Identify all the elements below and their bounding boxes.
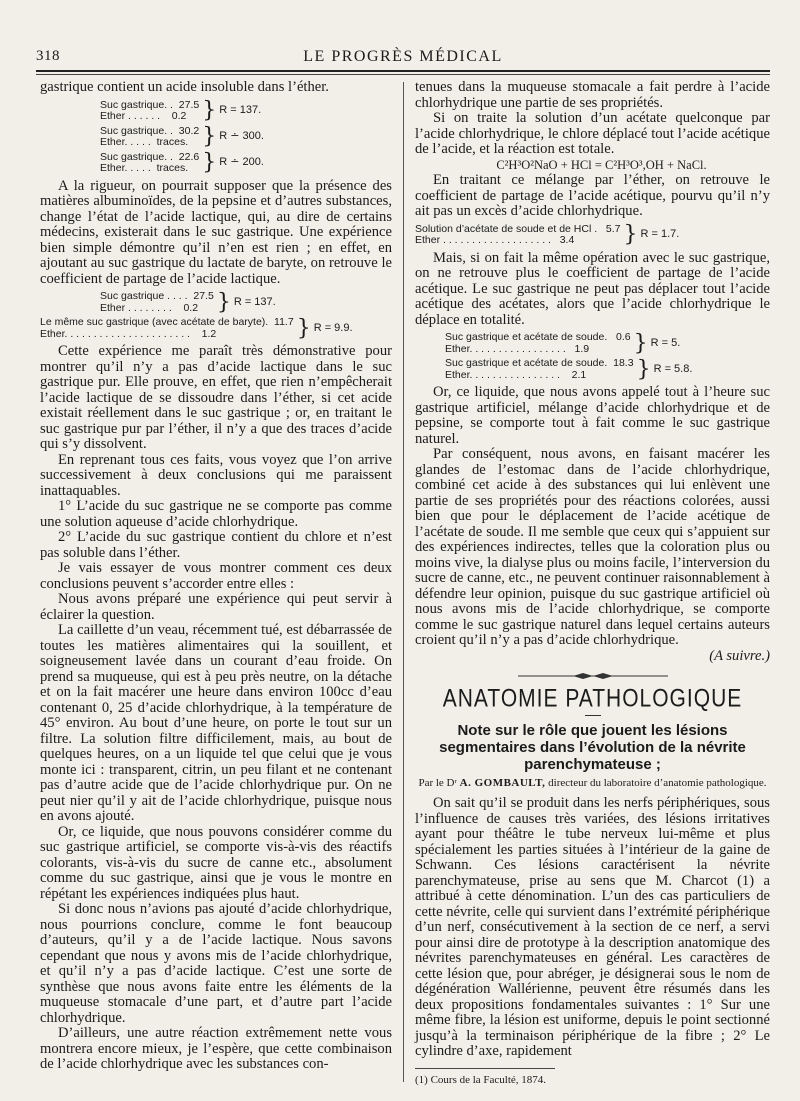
brace-icon: } (202, 124, 217, 149)
page-header (36, 44, 770, 66)
table-row (100, 126, 392, 149)
ratio-value: R ∸ 300. (219, 130, 264, 143)
table-cell: Ether. . . . . . . . . . . . . . . . . . . . . . 1.2 (40, 327, 217, 340)
byline (415, 777, 770, 790)
table-cell: Suc gastrique et acétate de soude. 0.6 (445, 331, 631, 343)
table-row (415, 224, 770, 247)
ratio-value: R ∸ 200. (219, 156, 264, 169)
continuation-note (415, 649, 770, 665)
table-row (100, 152, 392, 175)
results-table (415, 332, 770, 381)
table-cell: Suc gastrique. . 22.6 (100, 150, 200, 163)
table-row (445, 332, 770, 355)
paragraph: tenues dans la muqueuse stomacale a fait perdre à l’acide chlorhydrique une partie de ses propriétés. (415, 79, 770, 111)
brace-icon: } (202, 98, 217, 123)
table-row (445, 358, 770, 381)
paragraph: Mais, si on fait la même opération avec le suc gastrique, on ne retrouve plus le coefficient de partage de l’acide acétique. Le suc gastrique ne peut pas déplacer tout l’acide acétique des acétates, alors que l’acide chlorhydrique le déplace en totalité. (415, 249, 770, 328)
table-cell: Ether. . . . . . . . . . . . . . . . . 1.9 (445, 342, 590, 355)
table-cell: Solution d’acétate de soude et de HCl . 5.7 (415, 222, 621, 235)
paragraph: 1° L’acide du suc gastrique ne se comporte pas comme une solution aqueuse d’acide chlorhydrique. (40, 498, 392, 530)
brace-icon: } (202, 150, 217, 175)
ornament-icon (518, 672, 668, 680)
paragraph: Je vais essayer de vous montrer comment ces deux conclusions peuvent s’accorder entre elles : (40, 560, 392, 592)
to-be-continued: (A suivre.) (709, 647, 770, 664)
ratio-value: R = 1.7. (640, 228, 680, 241)
chemical-formula: C²H³O²NaO + HCl = C²H³O³,OH + NaCl. (496, 157, 707, 172)
results-table (40, 100, 392, 175)
paragraph: Or, ce liquide, que nous pouvons considérer comme du suc gastrique artificiel, se comporte vis-à-vis des réactifs colorants, vis-à-vis du sucre de canne etc., absolument comme du suc gastrique, ainsi que je vous le montre en répétant les expériences indiquées plus haut. (40, 823, 392, 902)
paragraph: La caillette d’un veau, récemment tué, est débarrassée de toutes les matières alimentaires qui la souillent, et soigneusement lavée dans un courant d’eau froide. On prend sa muqueuse, qui est à peu près neutre, on la détache et on la fait macérer une heure dans environ 100cc d’eau contenant 0, 25 d’acide chlorhydrique, à la température de 45° environ. Au bout d’une heure, on porte le tout sur un filtre. La solution filtre difficilement, mais, au bout de quelques heures, on a un liquide tel que celui que je vous monte ici : transparent, citrin, un peu filant et ne contenant pas d’autre acide que de l’acide chlorhydrique pur. On ne peut nier qu’il y ait de l’acide chlorhydrique, puisque nous en avons ajouté. (40, 622, 392, 824)
brace-icon: } (636, 356, 651, 382)
ornament-divider-icon (415, 670, 770, 686)
byline-prefix: Par le Dʳ (418, 777, 457, 789)
paragraph: Nous avons préparé une expérience qui peut servir à éclairer la question. (40, 591, 392, 623)
table-cell: Ether. . . . . traces. (100, 162, 189, 174)
table-row (40, 317, 392, 340)
paragraph: gastrique contient un acide insoluble dans l’éther. (40, 79, 329, 95)
table-cell: Ether. . . . . . . . . . . . . . . . 2.1 (445, 368, 587, 381)
ratio-value: R = 5. (650, 336, 681, 349)
table-cell: Suc gastrique. . 30.2 (100, 124, 200, 137)
right-column (415, 80, 770, 1088)
results-table (415, 224, 770, 247)
table-row (100, 291, 392, 314)
paragraph: On sait qu’il se produit dans les nerfs périphériques, sous l’influence de causes très variées, des lésions irritatives ayant pour théâtre le tube nerveux lui-même et plus spécialement les parties situées à l’intérieur de la gaine de Schwann. Ces lésions caractérisent la névrite parenchymateuse, prise au sens que M. Charcot (1) a attribué à cette dénomination. L’un des cas particuliers de cette névrite, celle qui survient dans l’extrémité périphérique d’un nerf, consécutivement à la section de ce nerf, a servi pour ainsi dire de prototype à la description anatomique des névrites parenchymateuses en général. Les caractères de cette lésion que, pour abréger, je désignerai sous le nom de dégénération Wallérienne, peuvent être résumés dans les deux propositions fondamentales suivantes : 1° Sur une même fibre, la lésion est uniforme, depuis le point sectionné jusqu’à la terminaison périphérique de la fibre ; 2° Le cylindre d’axe, rapidement (415, 795, 770, 1059)
column-divider (403, 82, 404, 1082)
footnote: (1) Cours de la Faculté, 1874. (415, 1073, 547, 1086)
table-cell: Ether . . . . . . 0.2 (100, 110, 187, 122)
table-cell: Ether. . . . . traces. (100, 136, 189, 148)
paragraph: Cette expérience me paraît très démonstrative pour montrer qu’il n’y a pas d’acide lactique dans le suc gastrique pur. Elle prouve, en effet, que rien n’empêcherait l’acide lactique de se dissoudre dans l’éther, si cet acide existait réellement dans le suc gastrique ; or, en traitant le suc gastrique pur par l’éther, il n’y a que des traces d’acide qui s’y dissolvent. (40, 343, 392, 452)
footnote-rule (415, 1068, 555, 1069)
table-cell: Suc gastrique. . 27.5 (100, 98, 200, 111)
results-table (40, 291, 392, 340)
paragraph: Si on traite la solution d’un acétate quelconque par l’acide chlorhydrique, le chlore déplacé tout l’acide acétique de l’acide, et la réaction est totale. (415, 110, 770, 157)
section-title: ANATOMIE PATHOLOGIQUE (442, 684, 743, 712)
brace-icon: } (633, 330, 648, 356)
ratio-value: R = 9.9. (313, 321, 353, 334)
left-column (40, 80, 392, 1073)
ratio-value: R = 5.8. (653, 362, 693, 375)
table-cell: Ether . . . . . . . . 0.2 (100, 301, 199, 314)
article-title: Note sur le rôle que jouent les lésions segmentaires dans l’évolution de la névrite parenchymateuse ; (439, 722, 746, 773)
byline-affiliation: directeur du laboratoire d’anatomie pathologique. (548, 777, 767, 789)
header-rule (36, 70, 770, 72)
title-dash (585, 715, 601, 716)
table-cell: Suc gastrique . . . . 27.5 (100, 290, 214, 302)
brace-icon: } (623, 222, 638, 247)
paragraph: 2° L’acide du suc gastrique contient du chlore et n’est pas soluble dans l’éther. (40, 529, 392, 561)
paragraph: Par conséquent, nous avons, en faisant macérer les glandes de l’estomac dans de l’acide chlorhydrique, combiné cet acide à des substances qui lui enlèvent une partie de ses propriétés pour des réactions colorées, aussi bien que pour le déplacement de l’acide acétique de l’acétate de soude. Il me semble que ceux qui s’appuient sur des expériences indirectes, telles que la coloration plus ou moins vive, la dialyse plus ou moins facile, l’interversion du sucre de canne, etc., ne peuvent continuer raisonnablement à défendre leur opinion, puisque du suc gastrique artificiel où nous avons mis de l’acide chlorhydrique, se comporte comme le suc gastrique naturel dans lequel certains auteurs croient qu’il n’y a pas d’acide chlorhydrique. (415, 446, 770, 648)
ratio-value: R = 137. (219, 104, 262, 117)
header-rule-thin (36, 74, 770, 75)
journal-title: LE PROGRÈS MÉDICAL (303, 48, 503, 65)
byline-author: A. GOMBAULT, (459, 777, 546, 789)
table-cell: Suc gastrique et acétate de soude. 18.3 (445, 357, 634, 369)
paragraph: Si donc nous n’avions pas ajouté d’acide chlorhydrique, nous pourrions conclure, comme le font beaucoup d’auteurs, qu’il y a de l’acide lactique. Nous savons cependant que nous y avons mis de l’acide chlorhydrique, et qu’il n’y a pas d’acide lactique. C’est une sorte de synthèse que nous avons faite entre les éléments de la muqueuse stomacale d’une part, et d’autre part l’acide chlorhydrique. (40, 901, 392, 1026)
brace-icon: } (296, 315, 311, 341)
table-cell: Ether . . . . . . . . . . . . . . . . . . . 3.4 (415, 234, 575, 246)
paragraph: A la rigueur, on pourrait supposer que la présence des matières albuminoïdes, de la pepsine et d’autres substances, change l’état de l’acide lactique, qui, au dire de certains médecins, existerait dans le suc gastrique. Une expérience bien simple démontre qu’il n’en est rien ; en effet, en ajoutant au suc gastrique du lactate de baryte, on retrouve le coefficient de partage de l’acide lactique. (40, 177, 392, 287)
paragraph: En reprenant tous ces faits, vous voyez que l’on arrive successivement à deux conclusions qui me paraissent inattaquables. (40, 451, 392, 499)
ratio-value: R = 137. (233, 295, 276, 308)
table-cell: Le même suc gastrique (avec acétate de baryte). 11.7 (40, 316, 294, 328)
table-row (100, 100, 392, 123)
paragraph: Or, ce liquide, que nous avons appelé tout à l’heure suc gastrique artificiel, mélange d’acide chlorhydrique et de pepsine, se comporte tout à fait comme le suc gastrique naturel. (415, 384, 770, 447)
paragraph: D’ailleurs, une autre réaction extrêmement nette vous montrera encore mieux, je l’espère, que cette combinaison de l’acide chlorhydrique avec les substances con- (40, 1025, 392, 1072)
page-number: 318 (36, 48, 60, 64)
brace-icon: } (216, 289, 231, 315)
paragraph: En traitant ce mélange par l’éther, on retrouve le coefficient de partage de l’acide acétique, pourvu qu’il n’y ait pas un excès d’acide chlorhydrique. (415, 172, 770, 219)
